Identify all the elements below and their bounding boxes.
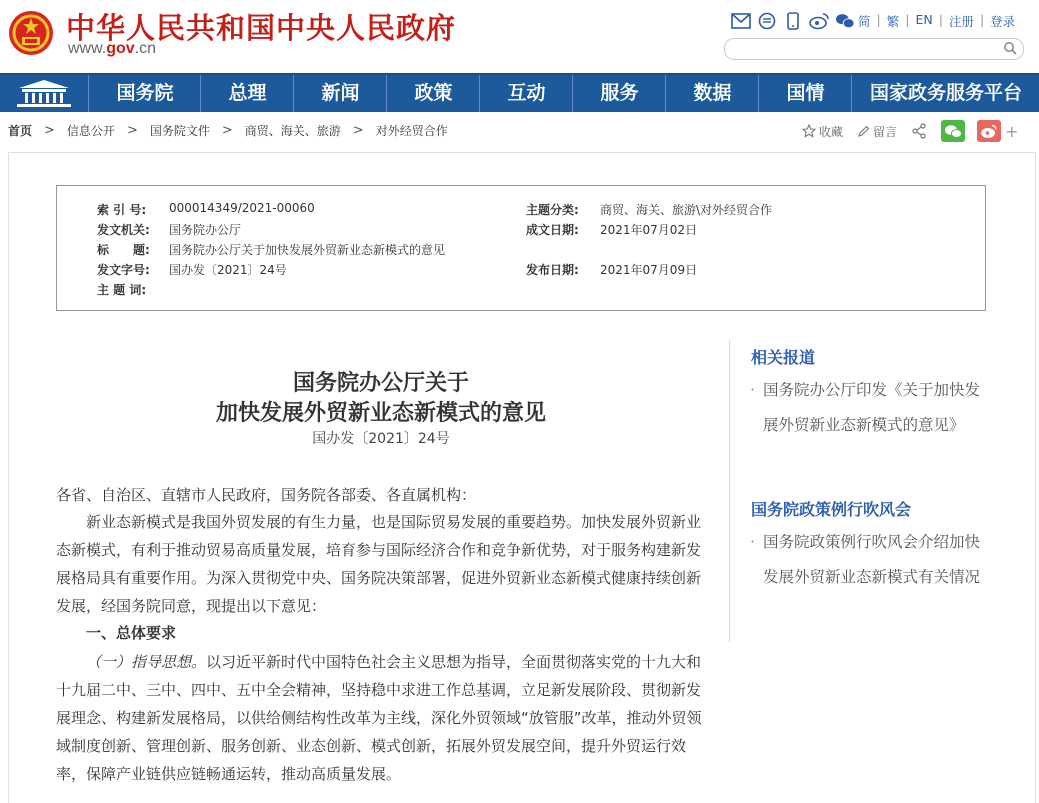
article-title-line1: 国务院办公厅关于: [292, 370, 469, 396]
chevron-right-icon: >: [44, 123, 55, 138]
nav-item-data[interactable]: 数据: [665, 75, 759, 112]
meta-label: 发布日期:: [526, 263, 579, 277]
meta-topic: 商贸、海关、旅游\对外经贸合作: [600, 203, 773, 217]
chevron-right-icon: >: [221, 123, 233, 138]
language-links: [858, 12, 1015, 30]
separator: |: [979, 12, 985, 27]
meta-label: 主题分类:: [526, 203, 579, 217]
breadcrumb-council-documents[interactable]: 国务院文件: [149, 124, 210, 138]
weibo-share-button[interactable]: [977, 120, 1001, 142]
meta-doc-number: 国办发〔2021〕24号: [169, 263, 287, 277]
nav-item-national-info[interactable]: 国情: [758, 75, 852, 112]
breadcrumb: [8, 122, 448, 139]
breadcrumb-home[interactable]: 首页: [8, 124, 33, 138]
nav-item-news[interactable]: 新闻: [293, 75, 387, 112]
article-title-line2: 加快发展外贸新业态新模式的意见: [215, 400, 546, 426]
site-name[interactable]: 中华人民共和国中央人民政府: [66, 11, 457, 45]
article-intro-paragraph: 新业态新模式是我国外贸发展的有生力量，也是国际贸易发展的重要趋势。加快发展外贸新业态新模式，有利于推动贸易高质量发展，培育参与国际经济合作和竞争新优势，对于服务构建新发展格局具有重要作用。为深入贯彻党中央、国务院决策部署，促进外贸新业态新模式健康持续创新发展，经国务院同意，现提出以下意见：: [56, 513, 702, 615]
article-doc-number: 国办发〔2021〕24号: [312, 431, 450, 447]
article-salutation: 各省、自治区、直辖市人民政府，国务院各部委、各直属机构：: [56, 486, 477, 504]
separator: |: [938, 12, 943, 27]
home-building-icon[interactable]: [0, 75, 88, 112]
national-emblem-icon: [8, 10, 54, 56]
bullet: ·: [750, 533, 755, 551]
wechat-icon[interactable]: [835, 12, 855, 30]
weibo-icon[interactable]: [809, 12, 829, 30]
nav-item-policy[interactable]: 政策: [386, 75, 480, 112]
lang-traditional-link[interactable]: 繁: [886, 14, 900, 29]
bullet: ·: [750, 381, 755, 399]
breadcrumb-trade-customs-tourism[interactable]: 商贸、海关、旅游: [244, 124, 341, 138]
nav-item-interaction[interactable]: 互动: [479, 75, 573, 112]
search-input[interactable]: [724, 38, 1024, 60]
nav-item-gov-service-platform[interactable]: 国家政务服务平台: [851, 75, 1039, 112]
meta-label: 标 题:: [97, 243, 150, 257]
meta-issuer: 国务院办公厅: [169, 223, 242, 237]
nav-item-state-council[interactable]: 国务院: [88, 75, 201, 112]
main-nav: [0, 73, 1039, 112]
login-link[interactable]: 登录: [990, 14, 1016, 29]
meta-label: 发文机关:: [97, 223, 150, 237]
guiding-thought-label: （一）指导思想。: [86, 653, 207, 671]
policy-briefing-link[interactable]: · 国务院政策例行吹风会介绍加快发展外贸新业态新模式有关情况: [750, 525, 980, 595]
separator: |: [905, 12, 910, 27]
search-icon[interactable]: [1003, 41, 1017, 55]
favorite-button[interactable]: 收藏: [802, 123, 843, 140]
related-report-link[interactable]: · 国务院办公厅印发《关于加快发展外贸新业态新模式的意见》: [750, 373, 980, 443]
section-heading: 一、总体要求: [86, 624, 177, 642]
wechat-share-button[interactable]: [941, 120, 965, 142]
chevron-right-icon: >: [126, 123, 138, 138]
register-link[interactable]: 注册: [948, 14, 974, 29]
meta-label: 索 引 号:: [97, 203, 147, 217]
related-reports-heading: 相关报道: [751, 348, 816, 367]
meta-index-number: 000014349/2021-00060: [169, 201, 315, 215]
mail-icon[interactable]: [731, 12, 751, 30]
chevron-right-icon: >: [352, 123, 364, 138]
meta-label: 发文字号:: [97, 263, 150, 277]
share-icon: [911, 123, 927, 139]
meta-label: 成文日期:: [526, 223, 579, 237]
sidebar-divider: [729, 340, 730, 642]
weibo-icon: [980, 124, 998, 139]
document-meta-table: [56, 185, 986, 311]
more-share-plus-icon[interactable]: +: [1005, 121, 1019, 141]
comment-button[interactable]: 留言: [857, 123, 897, 140]
breadcrumb-info-disclosure[interactable]: 信息公开: [66, 124, 115, 138]
meta-label: 主 题 词:: [97, 283, 147, 297]
guiding-thought-text: 以习近平新时代中国特色社会主义思想为指导，全面贯彻落实党的十九大和十九届二中、三中、四中、五中全会精神，坚持稳中求进工作总基调，立足新发展阶段、贯彻新发展理念、构建新发展格局，以供给侧结构性改革为主线，深化外贸领域“放管服”改革，推动外贸领域制度创新、管理创新、服务创新、业态创新、模式创新，拓展外贸发展空间，提升外贸运行效率，保障产业链供应链畅通运转，推动高质量发展。: [56, 653, 702, 783]
meta-title: 国务院办公厅关于加快发展外贸新业态新模式的意见: [169, 243, 446, 257]
mobile-icon[interactable]: [783, 12, 803, 30]
breadcrumb-foreign-trade[interactable]: 对外经贸合作: [375, 124, 448, 138]
article-tools: [802, 120, 1018, 142]
nav-item-premier[interactable]: 总理: [200, 75, 294, 112]
wechat-icon: [944, 124, 962, 139]
chat-bubble-icon[interactable]: [757, 12, 777, 30]
meta-published-date: 2021年07月09日: [600, 263, 698, 277]
policy-briefing-heading: 国务院政策例行吹风会: [751, 500, 912, 519]
pencil-icon: [857, 125, 870, 138]
share-button[interactable]: [911, 123, 927, 139]
meta-written-date: 2021年07月02日: [600, 223, 698, 237]
site-domain[interactable]: www.gov.cn: [68, 40, 157, 57]
share-icons: [731, 11, 855, 31]
separator: |: [876, 12, 881, 27]
guiding-thought-paragraph: [56, 648, 706, 788]
lang-english-link[interactable]: EN: [915, 12, 933, 27]
nav-item-services[interactable]: 服务: [572, 75, 666, 112]
star-icon: [802, 124, 816, 138]
lang-simplified-link[interactable]: 简: [858, 14, 871, 29]
